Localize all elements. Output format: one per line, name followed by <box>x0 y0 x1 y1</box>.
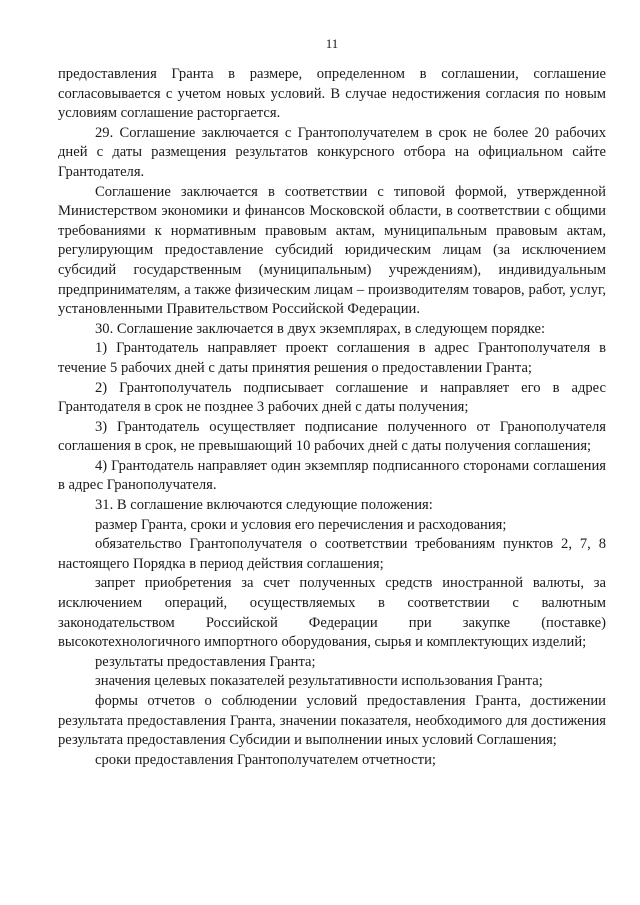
paragraph-item-2: 2) Грантополучатель подписывает соглашение и направляет его в адрес Грантодателя в срок не позднее 3 рабочих дней с даты получения; <box>58 379 606 416</box>
page-number: 11 <box>325 36 339 51</box>
paragraph-standard-form: Соглашение заключается в соответствии с типовой формой, утвержденной Министерством экономики и финансов Московской области, в соответствии с общими требованиями к нормативным правовым актам, муниципальным правовым актам, регулирующим предоставление субсидий юридическим лицам (за исключением субсидий государственным (муниципальным) учреждениям), индивидуальным предпринимателям, а также физическим лицам – производителям товаров, работ, услуг, установленными Правительством Российской Федерации. <box>58 183 606 318</box>
paragraph-clause-30: 30. Соглашение заключается в двух экземплярах, в следующем порядке: <box>95 320 546 337</box>
paragraph-provision-report-forms: формы отчетов о соблюдении условий предоставления Гранта, достижении результата предоставления Гранта, значении показателя, необходимого для достижения результата предоставления Субсидии и выполнении иных условий Соглашения; <box>58 693 606 749</box>
paragraph-item-4: 4) Грантодатель направляет один экземпляр подписанного сторонами соглашения в адрес Гранополучателя. <box>58 457 606 494</box>
document-page <box>58 36 606 770</box>
paragraph-item-3: 3) Грантодатель осуществляет подписание полученного от Гранополучателя соглашения в срок, не превышающий 10 рабочих дней с даты получения соглашения; <box>58 418 606 455</box>
paragraph-provision-results: результаты предоставления Гранта; <box>95 653 316 670</box>
paragraph-provision-report-deadlines: сроки предоставления Грантополучателем отчетности; <box>95 751 436 768</box>
paragraph-provision-currency-ban: запрет приобретения за счет полученных средств иностранной валюты, за исключением операций, осуществляемых в соответствии с валютным законодательством Российской Федерации при закупке (поставке) высокотехнологичного импортного оборудования, сырья и комплектующих изделий; <box>58 575 606 651</box>
paragraph-clause-31: 31. В соглашение включаются следующие положения: <box>95 497 433 514</box>
paragraph-provision-grant-size: размер Гранта, сроки и условия его перечисления и расходования; <box>95 516 507 533</box>
paragraph-clause-29: 29. Соглашение заключается с Грантополучателем в срок не более 20 рабочих дней с даты размещения результатов конкурсного отбора на официальном сайте Грантодателя. <box>58 124 606 180</box>
paragraph-provision-indicators: значения целевых показателей результативности использования Гранта; <box>95 673 543 690</box>
paragraph-provision-obligation: обязательство Грантополучателя о соответствии требованиям пунктов 2, 7, 8 настоящего Порядка в период действия соглашения; <box>58 536 606 572</box>
paragraph-continuation: предоставления Гранта в размере, определенном в соглашении, соглашение согласовывается с учетом новых условий. В случае недостижения согласия по новым условиям соглашение расторгается. <box>58 66 606 122</box>
paragraph-item-1: 1) Грантодатель направляет проект соглашения в адрес Грантополучателя в течение 5 рабочих дней с даты принятия решения о предоставлении Гранта; <box>58 340 606 376</box>
